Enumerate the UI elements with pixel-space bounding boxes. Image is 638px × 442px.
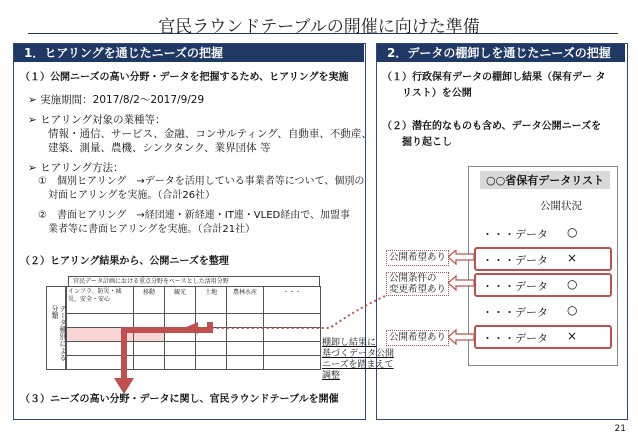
col-header: 土地 (196, 287, 227, 314)
callout (322, 338, 394, 382)
arrow-bullet-icon: ➢ (28, 162, 37, 174)
col-header: 移動 (134, 287, 165, 314)
method2-line2: 業者等に書面ヒアリングを実施。（合計21社） (48, 224, 256, 235)
tag-conditional (386, 272, 449, 296)
row-status: × (567, 329, 578, 343)
tag-conditional-line2: 変更希望あり (389, 284, 447, 295)
right-section-header: 2．データの棚卸しを通じたニーズの把握 (377, 44, 625, 62)
row-status: × (567, 251, 578, 265)
right-s1-line1: （１）行政保有データの棚卸し結果（保有デー タ (382, 72, 606, 83)
table-side-text: データ種別による分類 (51, 305, 67, 361)
table-side-label (46, 286, 66, 370)
row-name: ・・・データ (482, 306, 548, 319)
row-name: ・・・データ (482, 228, 548, 241)
bullet-method (28, 161, 124, 175)
tag-request: 公開希望あり (386, 250, 449, 266)
left-s3-heading: （３）ニーズの高い分野・データに関し、官民ラウンドテーブルを開催 (20, 394, 339, 405)
method1-line2: 対面ヒアリングを実施。（合計26社） (48, 190, 216, 201)
method-label: ヒアリング方法： (40, 162, 124, 174)
callout-line: 基づくデータ公開 (322, 349, 395, 359)
right-s1-line2: リスト）を公開 (402, 88, 472, 99)
left-s2-heading: （２）ヒアリング結果から、公開ニーズを整理 (20, 256, 229, 267)
table-caption: 官民データ計画における重点分野をベースとした活用分野 (68, 276, 320, 286)
callout-line: 棚卸し結果に (322, 338, 377, 348)
list-item (482, 330, 548, 346)
status-header: 公開状況 (540, 200, 582, 212)
list-item (482, 304, 548, 320)
col-header: 観光 (165, 287, 196, 314)
row-name: ・・・データ (482, 254, 548, 267)
row-name: ・・・データ (482, 280, 548, 293)
page-number: 21 (614, 424, 626, 434)
tag-arrows-icon (448, 250, 476, 350)
bullet-targets (28, 113, 166, 127)
row-status: ○ (567, 303, 578, 317)
right-s2-line1: （２）潜在的なものも含め、データ公開ニーズを (382, 121, 602, 132)
col-header: インフラ、防災・減災、安全・安心 (67, 287, 134, 314)
list-item (482, 278, 548, 294)
left-section-header: 1．ヒアリングを通じたニーズの把握 (14, 44, 364, 62)
targets-line1: 情報・通信、サービス、金融、コンサルティング、自動車、不動産、 (48, 128, 372, 140)
callout-line: 調整 (322, 371, 341, 381)
data-list-title: ○○省保有データリスト (480, 171, 610, 189)
page-title: 官民ラウンドテーブルの開催に向けた準備 (158, 17, 480, 37)
arrow-bullet-icon: ➢ (28, 114, 37, 126)
tag-request: 公開希望あり (386, 330, 449, 346)
left-s1-heading: （１）公開ニーズの高い分野・データを把握するため、ヒアリングを実施 (20, 72, 349, 83)
title-underline (28, 33, 618, 34)
callout-line: ニーズを踏まえて (322, 360, 394, 370)
row-status: ○ (567, 225, 578, 239)
method2-line1: ② 書面ヒアリング →経団連・新経連・IT連・VLED経由で、加盟事 (38, 210, 351, 221)
tag-conditional-line1: 公開条件の (389, 273, 437, 284)
row-status: ○ (567, 277, 578, 291)
right-s2-line2: 掘り起こし (402, 137, 452, 148)
col-header: ・・・ (264, 287, 321, 314)
arrow-bullet-icon: ➢ (28, 94, 37, 106)
targets-label: ヒアリング対象の業種等： (40, 114, 166, 126)
period-text: 実施期間：2017/8/2～2017/9/29 (40, 94, 205, 106)
targets-line2: 建築、測量、農機、シンクタンク、業界団体 等 (48, 142, 271, 154)
col-header: 農林水産 (227, 287, 264, 314)
list-item (482, 252, 548, 268)
bullet-period (28, 93, 204, 107)
row-name: ・・・データ (482, 332, 548, 345)
list-item (482, 226, 548, 242)
method1-line1: ① 個別ヒアリング →データを活用している事業者等について、個別の (38, 176, 365, 187)
